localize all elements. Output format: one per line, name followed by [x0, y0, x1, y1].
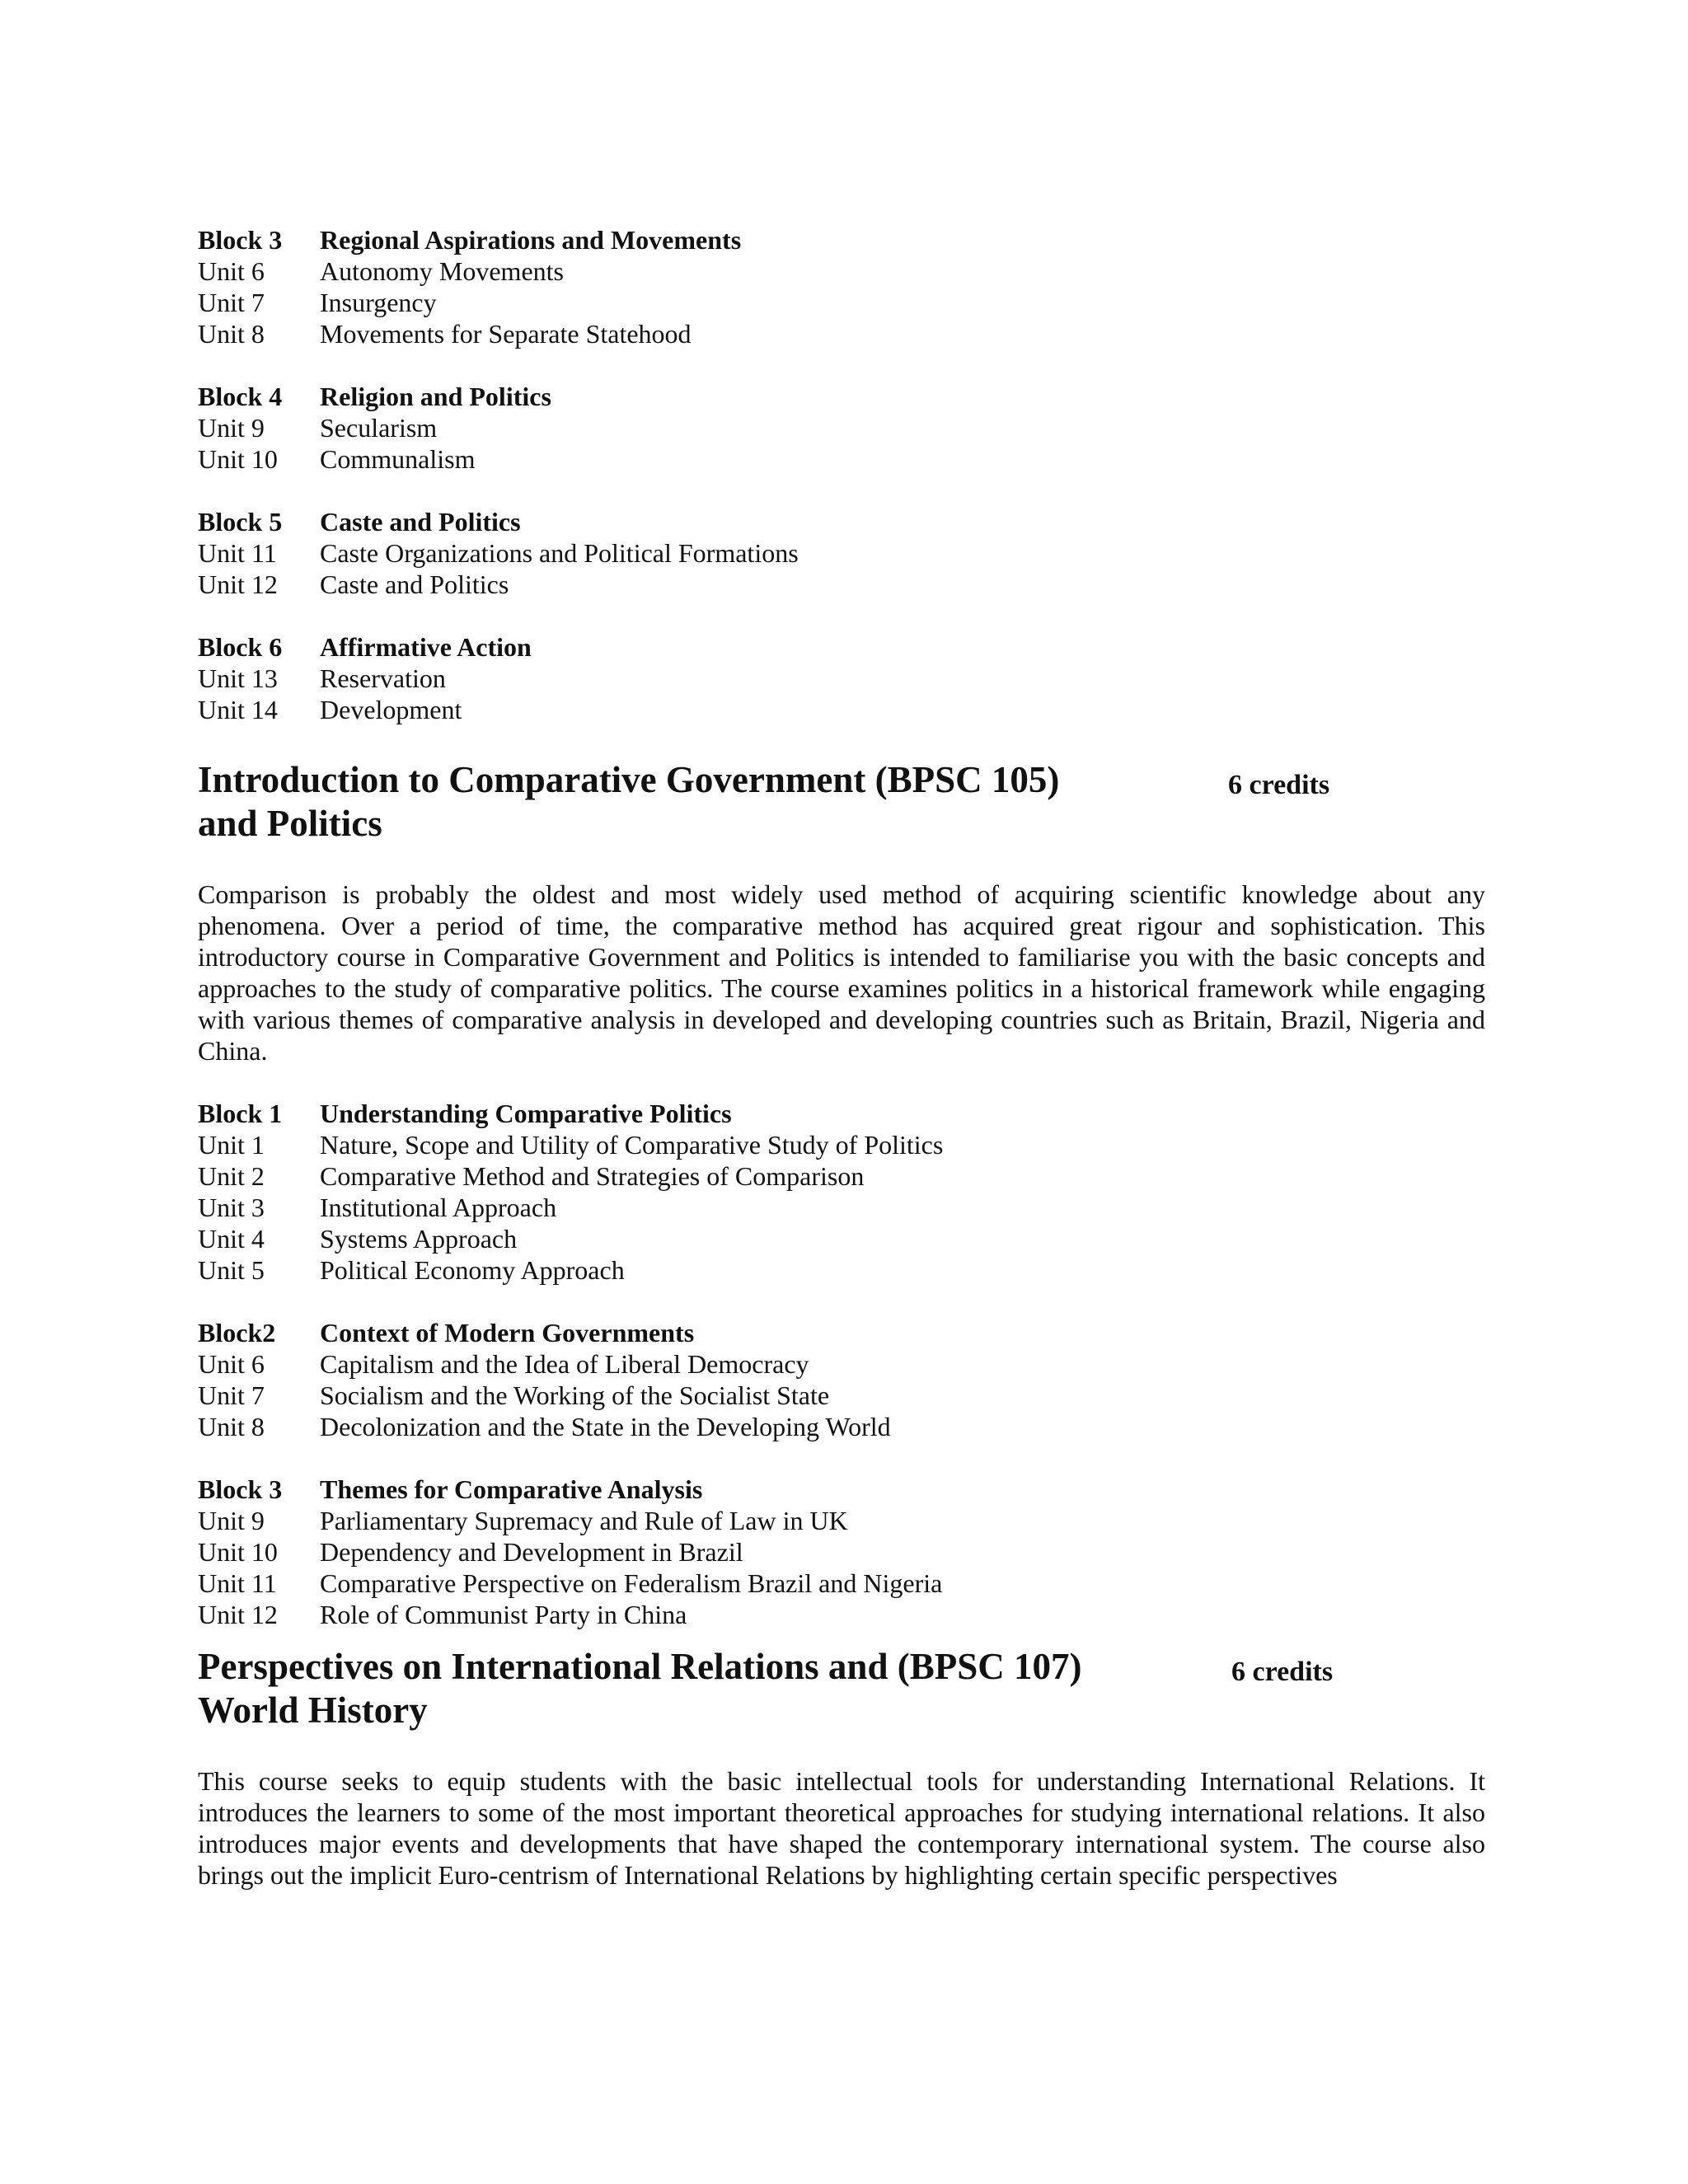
course-title-line-1: Perspectives on International Relations and (BPSC 107) [198, 1646, 1082, 1687]
unit-label: Unit 13 [198, 663, 278, 693]
syllabus-block [198, 631, 1485, 725]
unit-label: Unit 12 [198, 569, 278, 599]
unit-row [198, 1160, 1485, 1192]
course-description: Comparison is probably the oldest and most widely used method of acquiring scientific knowledge about any phenomena. Over a period of time, the comparative method has acquired great rigour and sophistication. This introductory course in Comparative Government and Politics is intended to familiarise you with the basic concepts and approaches to the study of comparative politics. The course examines politics in a historical framework while engaging with various themes of comparative analysis in developed and developing countries such as Britain, Brazil, Nigeria and China. [198, 879, 1485, 1066]
block-title: Caste and Politics [320, 507, 521, 537]
block-title: Context of Modern Governments [320, 1318, 695, 1347]
unit-title: Capitalism and the Idea of Liberal Democracy [320, 1349, 809, 1379]
unit-row [198, 1223, 1485, 1254]
unit-title: Socialism and the Working of the Socialist State [320, 1380, 830, 1410]
unit-label: Unit 7 [198, 1380, 265, 1410]
unit-title: Autonomy Movements [320, 256, 564, 286]
unit-label: Unit 5 [198, 1255, 265, 1285]
block-label: Block 1 [198, 1099, 283, 1128]
block-label: Block 3 [198, 1474, 283, 1504]
unit-row [198, 1568, 1485, 1599]
unit-title: Comparative Method and Strategies of Comparison [320, 1161, 865, 1191]
unit-label: Unit 11 [198, 538, 277, 568]
block-title: Understanding Comparative Politics [320, 1099, 732, 1128]
unit-label: Unit 2 [198, 1161, 265, 1191]
block-heading [198, 381, 1485, 412]
unit-row [198, 1380, 1485, 1411]
block-title: Themes for Comparative Analysis [320, 1474, 703, 1504]
unit-row [198, 537, 1485, 569]
unit-row [198, 1411, 1485, 1442]
unit-label: Unit 3 [198, 1193, 265, 1222]
unit-row [198, 255, 1485, 287]
document-page [198, 224, 1485, 1922]
unit-title: Role of Communist Party in China [320, 1600, 687, 1629]
block-title: Regional Aspirations and Movements [320, 225, 742, 255]
syllabus-block [198, 506, 1485, 600]
unit-title: Development [320, 695, 462, 724]
unit-label: Unit 1 [198, 1130, 265, 1160]
unit-label: Unit 12 [198, 1600, 278, 1629]
unit-label: Unit 9 [198, 413, 265, 443]
block-heading [198, 631, 1485, 663]
block-label: Block 3 [198, 225, 283, 255]
unit-label: Unit 9 [198, 1506, 265, 1535]
block-title: Religion and Politics [320, 382, 551, 411]
unit-label: Unit 10 [198, 444, 278, 474]
unit-row [198, 663, 1485, 694]
unit-row [198, 1505, 1485, 1536]
block-heading [198, 506, 1485, 537]
unit-row [198, 1348, 1485, 1380]
unit-title: Decolonization and the State in the Developing World [320, 1412, 891, 1441]
block-label: Block2 [198, 1318, 276, 1347]
unit-title: Systems Approach [320, 1224, 518, 1254]
block-title: Affirmative Action [320, 632, 532, 662]
course-blocks [198, 1098, 1485, 1630]
unit-title: Caste Organizations and Political Formations [320, 538, 799, 568]
course-bpsc-105 [198, 758, 1485, 1630]
course-bpsc-107 [198, 1645, 1485, 1891]
unit-title: Communalism [320, 444, 476, 474]
syllabus-continued [198, 224, 1485, 725]
unit-title: Parliamentary Supremacy and Rule of Law in UK [320, 1506, 848, 1535]
unit-row [198, 1129, 1485, 1160]
unit-title: Movements for Separate Statehood [320, 319, 692, 349]
unit-title: Comparative Perspective on Federalism Brazil and Nigeria [320, 1568, 943, 1598]
unit-row [198, 287, 1485, 318]
unit-title: Dependency and Development in Brazil [320, 1537, 743, 1567]
syllabus-block [198, 1098, 1485, 1286]
block-heading [198, 1098, 1485, 1129]
syllabus-block [198, 381, 1485, 475]
unit-label: Unit 7 [198, 288, 265, 317]
unit-label: Unit 8 [198, 319, 265, 349]
unit-label: Unit 11 [198, 1568, 277, 1598]
unit-title: Secularism [320, 413, 438, 443]
unit-label: Unit 6 [198, 256, 265, 286]
course-credits: 6 credits [1231, 1657, 1334, 1687]
unit-row [198, 1254, 1485, 1286]
block-label: Block 4 [198, 382, 283, 411]
unit-row [198, 443, 1485, 475]
syllabus-block [198, 224, 1485, 349]
unit-label: Unit 10 [198, 1537, 278, 1567]
unit-row [198, 318, 1485, 349]
course-credits: 6 credits [1228, 770, 1330, 800]
unit-row [198, 569, 1485, 600]
block-label: Block 5 [198, 507, 283, 537]
unit-title: Institutional Approach [320, 1193, 557, 1222]
unit-title: Caste and Politics [320, 569, 509, 599]
unit-label: Unit 6 [198, 1349, 265, 1379]
block-label: Block 6 [198, 632, 283, 662]
unit-label: Unit 14 [198, 695, 278, 724]
unit-label: Unit 8 [198, 1412, 265, 1441]
course-description: This course seeks to equip students with the basic intellectual tools for understanding International Relations. It introduces the learners to some of the most important theoretical approaches for studying international relations. It also introduces major events and developments that have shaped the contemporary international system. The course also brings out the implicit Euro-centrism of International Relations by highlighting certain specific perspectives [198, 1766, 1485, 1890]
course-heading [198, 1645, 1485, 1732]
syllabus-block [198, 1474, 1485, 1630]
syllabus-block [198, 1317, 1485, 1442]
course-title-line-2: World History [198, 1690, 428, 1731]
unit-title: Nature, Scope and Utility of Comparative Study of Politics [320, 1130, 944, 1160]
unit-row [198, 1599, 1485, 1630]
course-heading [198, 758, 1485, 846]
unit-row [198, 1536, 1485, 1568]
unit-title: Reservation [320, 663, 446, 693]
block-heading [198, 1474, 1485, 1505]
course-title-line-1: Introduction to Comparative Government (BPSC 105) [198, 759, 1060, 800]
unit-title: Insurgency [320, 288, 437, 317]
unit-label: Unit 4 [198, 1224, 265, 1254]
course-title-line-2: and Politics [198, 803, 382, 844]
unit-row [198, 694, 1485, 725]
block-heading [198, 1317, 1485, 1348]
unit-row [198, 1192, 1485, 1223]
block-heading [198, 224, 1485, 255]
unit-title: Political Economy Approach [320, 1255, 625, 1285]
unit-row [198, 412, 1485, 443]
